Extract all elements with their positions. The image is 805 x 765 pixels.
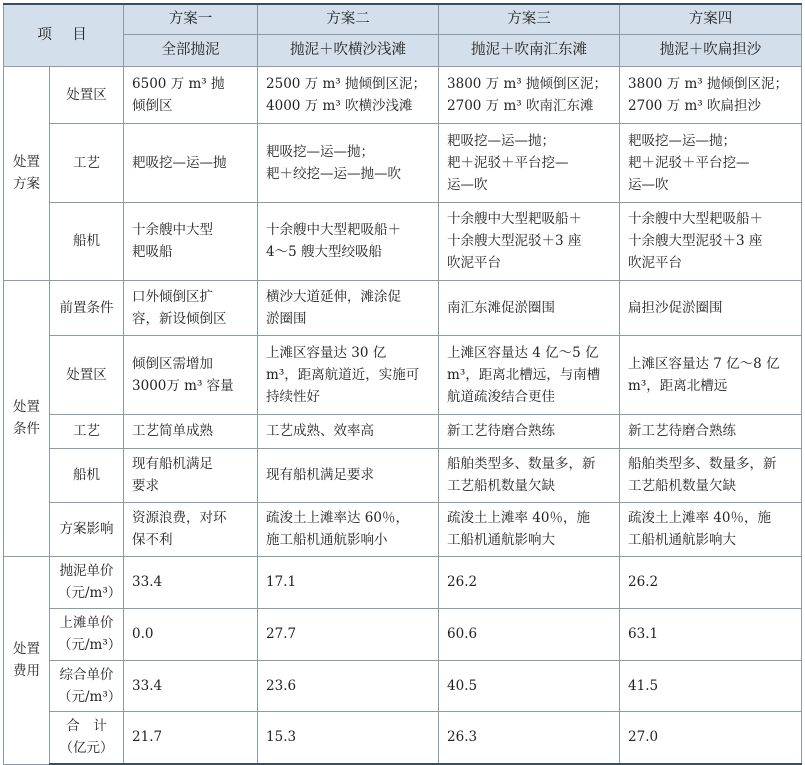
plan-3-name: 方案三 xyxy=(439,4,620,34)
table-cell: 耙吸挖—运—抛； 耙＋泥驳＋平台挖— 运—吹 xyxy=(620,123,802,202)
table-cell: 耙吸挖—运—抛 xyxy=(124,123,258,202)
table-cell: 横沙大道延伸，滩涂促 淤圈围 xyxy=(258,280,439,335)
table-cell: 2500 万 m³ 抛倾倒区泥； 4000 万 m³ 吹横沙浅滩 xyxy=(258,66,439,123)
row-label: 工艺 xyxy=(50,123,124,202)
table-cell: 26.3 xyxy=(439,711,620,764)
table-cell: 23.6 xyxy=(258,660,439,711)
table-cell: 现有船机满足 要求 xyxy=(124,448,258,502)
row-label: 合 计 （亿元） xyxy=(50,711,124,764)
project-header: 项 目 xyxy=(4,4,124,66)
table-cell: 新工艺待磨合熟练 xyxy=(620,414,802,448)
table-cell: 口外倾倒区扩 容，新设倾倒区 xyxy=(124,280,258,335)
table-cell: 上滩区容量达 4 亿～5 亿 m³，距离北槽远，与南槽 航道疏浚结合更佳 xyxy=(439,335,620,414)
row-label: 工艺 xyxy=(50,414,124,448)
table-cell: 63.1 xyxy=(620,608,802,660)
table-cell: 33.4 xyxy=(124,660,258,711)
plan-2-name: 方案二 xyxy=(258,4,439,34)
plan-1-name: 方案一 xyxy=(124,4,258,34)
table-cell: 十余艘中大型 耙吸船 xyxy=(124,202,258,280)
table-cell: 耙吸挖—运—抛； 耙＋绞挖—运—抛—吹 xyxy=(258,123,439,202)
table-cell: 15.3 xyxy=(258,711,439,764)
table-cell: 17.1 xyxy=(258,556,439,608)
plan-2-method: 抛泥＋吹横沙浅滩 xyxy=(258,34,439,66)
table-cell: 26.2 xyxy=(439,556,620,608)
table-cell: 0.0 xyxy=(124,608,258,660)
table-cell: 26.2 xyxy=(620,556,802,608)
row-label: 抛泥单价 （元/m³） xyxy=(50,556,124,608)
row-label: 处置区 xyxy=(50,335,124,414)
table-cell: 现有船机满足要求 xyxy=(258,448,439,502)
table-cell: 十余艘中大型耙吸船＋ 十余艘大型泥驳＋3 座 吹泥平台 xyxy=(620,202,802,280)
table-cell: 资源浪费，对环 保不利 xyxy=(124,502,258,556)
row-label: 前置条件 xyxy=(50,280,124,335)
table-cell: 27.0 xyxy=(620,711,802,764)
table-cell: 33.4 xyxy=(124,556,258,608)
row-label: 船机 xyxy=(50,202,124,280)
disposal-comparison-table xyxy=(3,3,802,765)
table-cell: 十余艘中大型耙吸船＋ 4～5 艘大型绞吸船 xyxy=(258,202,439,280)
group-cost: 处置 费用 xyxy=(4,556,50,764)
table-cell: 上滩区容量达 7 亿～8 亿 m³，距离北槽远 xyxy=(620,335,802,414)
table-cell: 工艺成熟、效率高 xyxy=(258,414,439,448)
table-cell: 60.6 xyxy=(439,608,620,660)
table-cell: 船舶类型多、数量多，新 工艺船机数量欠缺 xyxy=(620,448,802,502)
table-cell: 十余艘中大型耙吸船＋ 十余艘大型泥驳＋3 座 吹泥平台 xyxy=(439,202,620,280)
row-label: 船机 xyxy=(50,448,124,502)
table-cell: 扁担沙促淤圈围 xyxy=(620,280,802,335)
table-cell: 工艺简单成熟 xyxy=(124,414,258,448)
table-cell: 41.5 xyxy=(620,660,802,711)
table-cell: 耙吸挖—运—抛； 耙＋泥驳＋平台挖— 运—吹 xyxy=(439,123,620,202)
row-label: 处置区 xyxy=(50,66,124,123)
group-conditions: 处置 条件 xyxy=(4,280,50,556)
table-cell: 上滩区容量达 30 亿 m³，距离航道近，实施可 持续性好 xyxy=(258,335,439,414)
table-cell: 40.5 xyxy=(439,660,620,711)
table-cell: 南汇东滩促淤圈围 xyxy=(439,280,620,335)
table-cell: 疏浚土上滩率 40％，施 工船机通航影响大 xyxy=(620,502,802,556)
table-cell: 3800 万 m³ 抛倾倒区泥； 2700 万 m³ 吹扁担沙 xyxy=(620,66,802,123)
table-cell: 疏浚土上滩率达 60％， 施工船机通航影响小 xyxy=(258,502,439,556)
row-label: 上滩单价 （元/m³） xyxy=(50,608,124,660)
table-cell: 倾倒区需增加 3000万 m³ 容量 xyxy=(124,335,258,414)
row-label: 方案影响 xyxy=(50,502,124,556)
table-cell: 3800 万 m³ 抛倾倒区泥； 2700 万 m³ 吹南汇东滩 xyxy=(439,66,620,123)
row-label: 综合单价 （元/m³） xyxy=(50,660,124,711)
table-cell: 新工艺待磨合熟练 xyxy=(439,414,620,448)
group-scheme: 处置 方案 xyxy=(4,66,50,280)
table-cell: 21.7 xyxy=(124,711,258,764)
table-cell: 疏浚土上滩率 40％，施 工船机通航影响大 xyxy=(439,502,620,556)
plan-1-method: 全部抛泥 xyxy=(124,34,258,66)
plan-4-name: 方案四 xyxy=(620,4,802,34)
table-cell: 6500 万 m³ 抛 倾倒区 xyxy=(124,66,258,123)
table-cell: 27.7 xyxy=(258,608,439,660)
table-cell: 船舶类型多、数量多，新 工艺船机数量欠缺 xyxy=(439,448,620,502)
plan-4-method: 抛泥＋吹扁担沙 xyxy=(620,34,802,66)
plan-3-method: 抛泥＋吹南汇东滩 xyxy=(439,34,620,66)
